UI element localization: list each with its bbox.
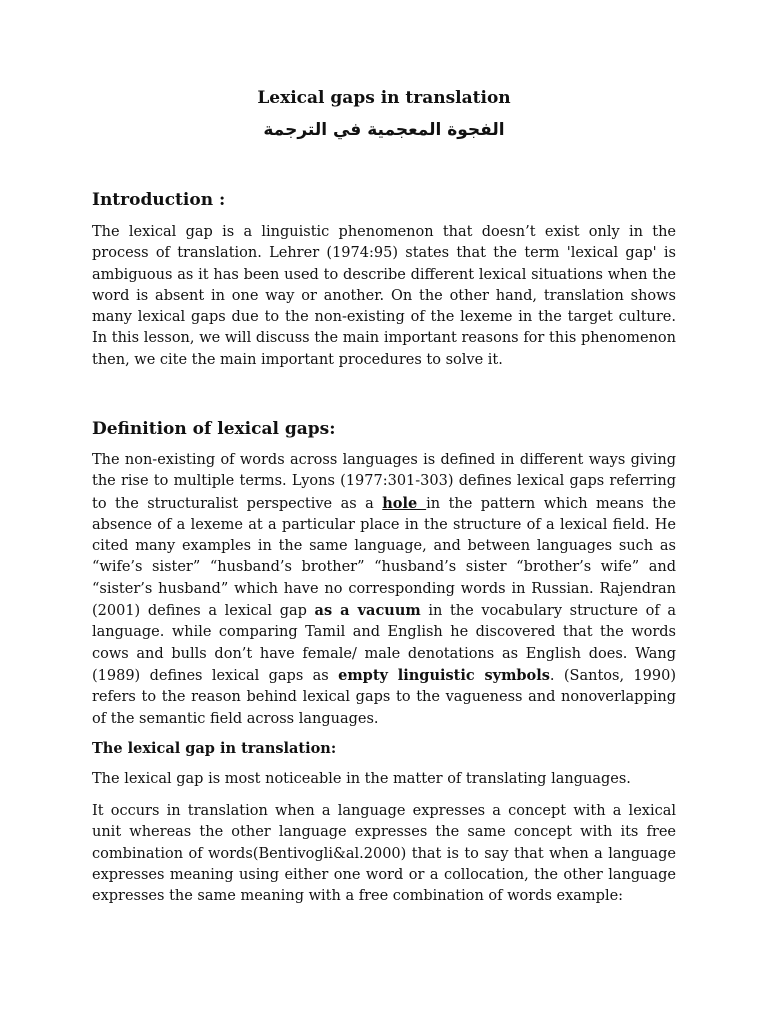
arabic-title: الفجوة المعجمية في الترجمة bbox=[263, 120, 505, 140]
vacuum-term: as a vacuum bbox=[314, 602, 421, 620]
definition-text-1: The non-existing of words across languages is defined in different ways giving the rise to multiple terms. Lyons (1977:301-303) defines lexical gaps referring to the structuralist perspective as a bbox=[92, 452, 676, 512]
translation-gap-paragraph-2: It occurs in translation when a language expresses a concept with a lexical unit whereas the other language expresses the same concept with its free combination of words(Bentivogli&al.2000) that is to say that when a language expresses meaning using either one word or a collocation, the other language expresses the same meaning with a free combination of words example: bbox=[92, 803, 676, 905]
definition-heading: Definition of lexical gaps: bbox=[92, 419, 336, 439]
definition-text-3: in the vocabulary structure of a language. while comparing Tamil and English he discovered that the words cows and bulls don’t have female/ male denotations as English does. Wang (1989) defines lexical gaps as bbox=[92, 603, 676, 684]
translation-gap-paragraph-1: The lexical gap is most noticeable in the matter of translating languages. bbox=[92, 771, 631, 787]
translation-gap-heading: The lexical gap in translation: bbox=[92, 740, 337, 757]
definition-text-2: in the pattern which means the absence of a lexeme at a particular place in the structure of a lexical field. He cited many examples in the same language, and between languages such as “wife’s sister” “husband’s brother” “husband’s sister “brother’s wife” and “sister’s husband” which have no corresponding words in Russian. Rajendran (2001) defines a lexical gap bbox=[92, 495, 676, 620]
empty-symbols-term: empty linguistic symbols bbox=[338, 666, 550, 684]
document-title: Lexical gaps in translation bbox=[257, 88, 511, 108]
definition-paragraph bbox=[92, 450, 676, 730]
definition-text-4: . (Santos, 1990) refers to the reason behind lexical gaps to the vagueness and nonoverlapping of the semantic field across languages. bbox=[92, 667, 676, 727]
hole-term: hole bbox=[382, 494, 427, 512]
introduction-paragraph: The lexical gap is a linguistic phenomenon that doesn’t exist only in the process of translation. Lehrer (1974:95) states that the term 'lexical gap' is ambiguous as it has been used to describe different lexical situations when the word is absent in one way or another. On the other hand, translation shows many lexical gaps due to the non-existing of the lexeme in the target culture. In this lesson, we will discuss the main important reasons for this phenomenon then, we cite the main important procedures to solve it. bbox=[92, 224, 676, 368]
introduction-heading: Introduction : bbox=[92, 190, 226, 210]
